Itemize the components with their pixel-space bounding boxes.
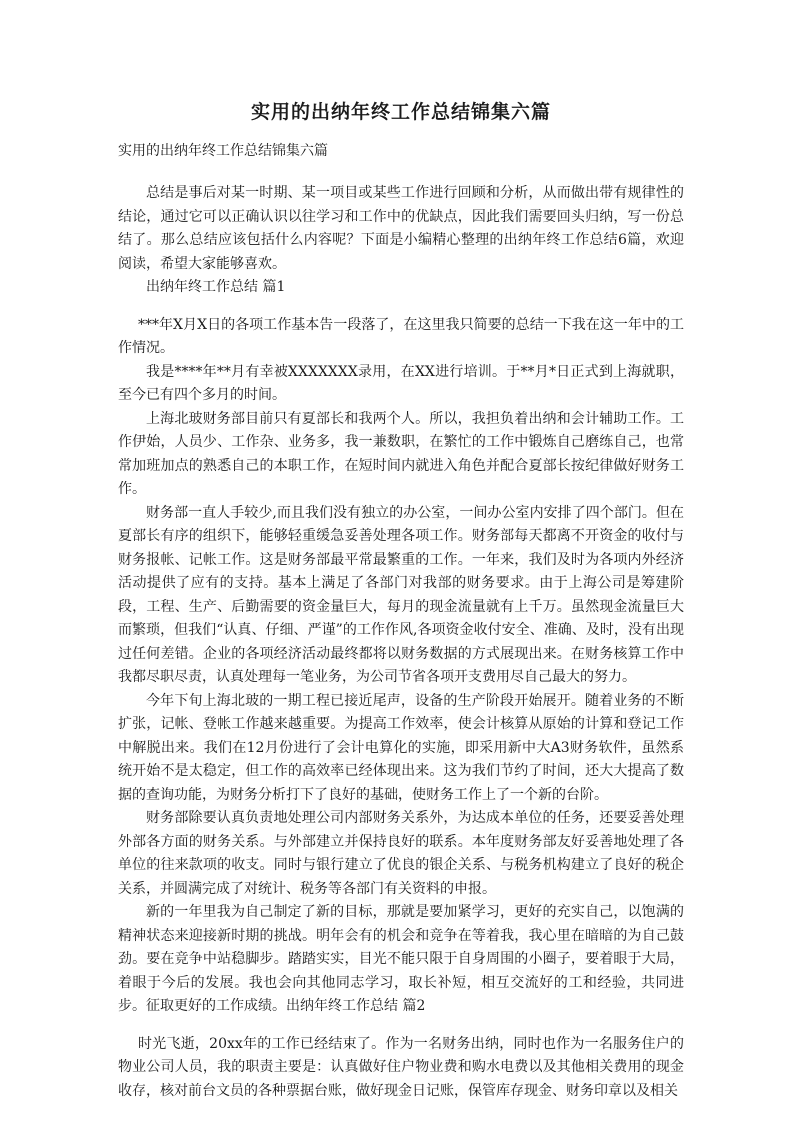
section1-paragraph: ***年X月X日的各项工作基本告一段落了，在这里我只简要的总结一下我在这一年中的工作情况。 [118,316,684,356]
section1-paragraph: 财务部除要认真负责地处理公司内部财务关系外，为达成本单位的任务，还要妥善处理外部各方面的财务关系。与外部建立并保持良好的联系。本年度财务部友好妥善地处理了各单位的往来款项的收支。同时与银行建立了优良的银企关系、与税务机构建立了良好的税企关系，并圆满完成了对统计、税务等各部门有关资料的申报。 [118,810,684,897]
intro-paragraph: 总结是事后对某一时期、某一项目或某些工作进行回顾和分析，从而做出带有规律性的结论，通过它可以正确认识以往学习和工作中的优缺点，因此我们需要回头归纳，写一份总结了。那么总结应该包括什么内容呢？下面是小编精心整理的出纳年终工作总结6篇，欢迎阅读，希望大家能够喜欢。 [118,185,684,272]
section1-paragraph: 新的一年里我为自己制定了新的目标，那就是要加紧学习，更好的充实自己，以饱满的精神状态来迎接新时期的挑战。明年会有的机会和竞争在等着我，我心里在暗暗的为自己鼓劲。要在竞争中站稳脚步。踏踏实实，目光不能只限于自身周围的小圈子，要着眼于大局，着眼于今后的发展。我也会向其他同志学习，取长补短，相互交流好的工和经验，共同进步。征取更好的工作成绩。出纳年终工作总结 篇2 [118,904,684,1014]
section-heading-1: 出纳年终工作总结 篇1 [146,279,286,295]
section1-paragraph: 今年下旬上海北玻的一期工程已接近尾声，设备的生产阶段开始展开。随着业务的不断扩张，记帐、登帐工作越来越重要。为提高工作效率，使会计核算从原始的计算和登记工作中解脱出来。我们在12月份进行了会计电算化的实施，即采用新中大A3财务软件，虽然系统开始不是太稳定，但工作的高效率已经体现出来。这为我们节约了时间，还大大提高了数据的查询功能，为财务分析打下了良好的基础，使财务工作上了一个新的台阶。 [118,692,684,803]
section1-paragraph: 我是****年**月有幸被XXXXXXX录用，在XX进行培训。于**月*日正式到上海就职，至今已有四个多月的时间。 [118,363,684,403]
section2-paragraph: 时光飞逝，20xx年的工作已经结束了。作为一名财务出纳，同时也作为一名服务住户的物业公司人员，我的职责主要是：认真做好住户物业费和购水电费以及其他相关费用的现金收存，核对前台文员的各种票据台账，做好现金日记账，保管库存现金、财务印章以及相关 [118,1035,684,1099]
document-title: 实用的出纳年终工作总结锦集六篇 [250,101,551,123]
section1-paragraph: 上海北玻财务部目前只有夏部长和我两个人。所以，我担负着出纳和会计辅助工作。工作伊始，人员少、工作杂、业务多，我一兼数职，在繁忙的工作中锻炼自己磨练自己，也常常加班加点的熟悉自己的本职工作，在短时间内就进入角色并配合夏部长按纪律做好财务工作。 [118,410,684,497]
section1-paragraph: 财务部一直人手较少,而且我们没有独立的办公室，一间办公室内安排了四个部门。但在夏部长有序的组织下，能够轻重缓急妥善处理各项工作。财务部每天都离不开资金的收付与财务报帐、记帐工作。这是财务部最平常最繁重的工作。一年来，我们及时为各项内外经济活动提供了应有的支持。基本上满足了各部门对我部的财务要求。由于上海公司是筹建阶段，工程、生产、后勤需要的资金量巨大，每月的现金流量就有上千万。虽然现金流量巨大而繁琐，但我们“认真、仔细、严谨”的工作作风,各项资金收付安全、准确、及时，没有出现过任何差错。企业的各项经济活动最终都将以财务数据的方式展现出来。在财务核算工作中我都尽职尽责，认真处理每一笔业务，为公司节省各项开支费用尽自己最大的努力。 [118,504,684,685]
document-subtitle: 实用的出纳年终工作总结锦集六篇 [118,143,328,159]
